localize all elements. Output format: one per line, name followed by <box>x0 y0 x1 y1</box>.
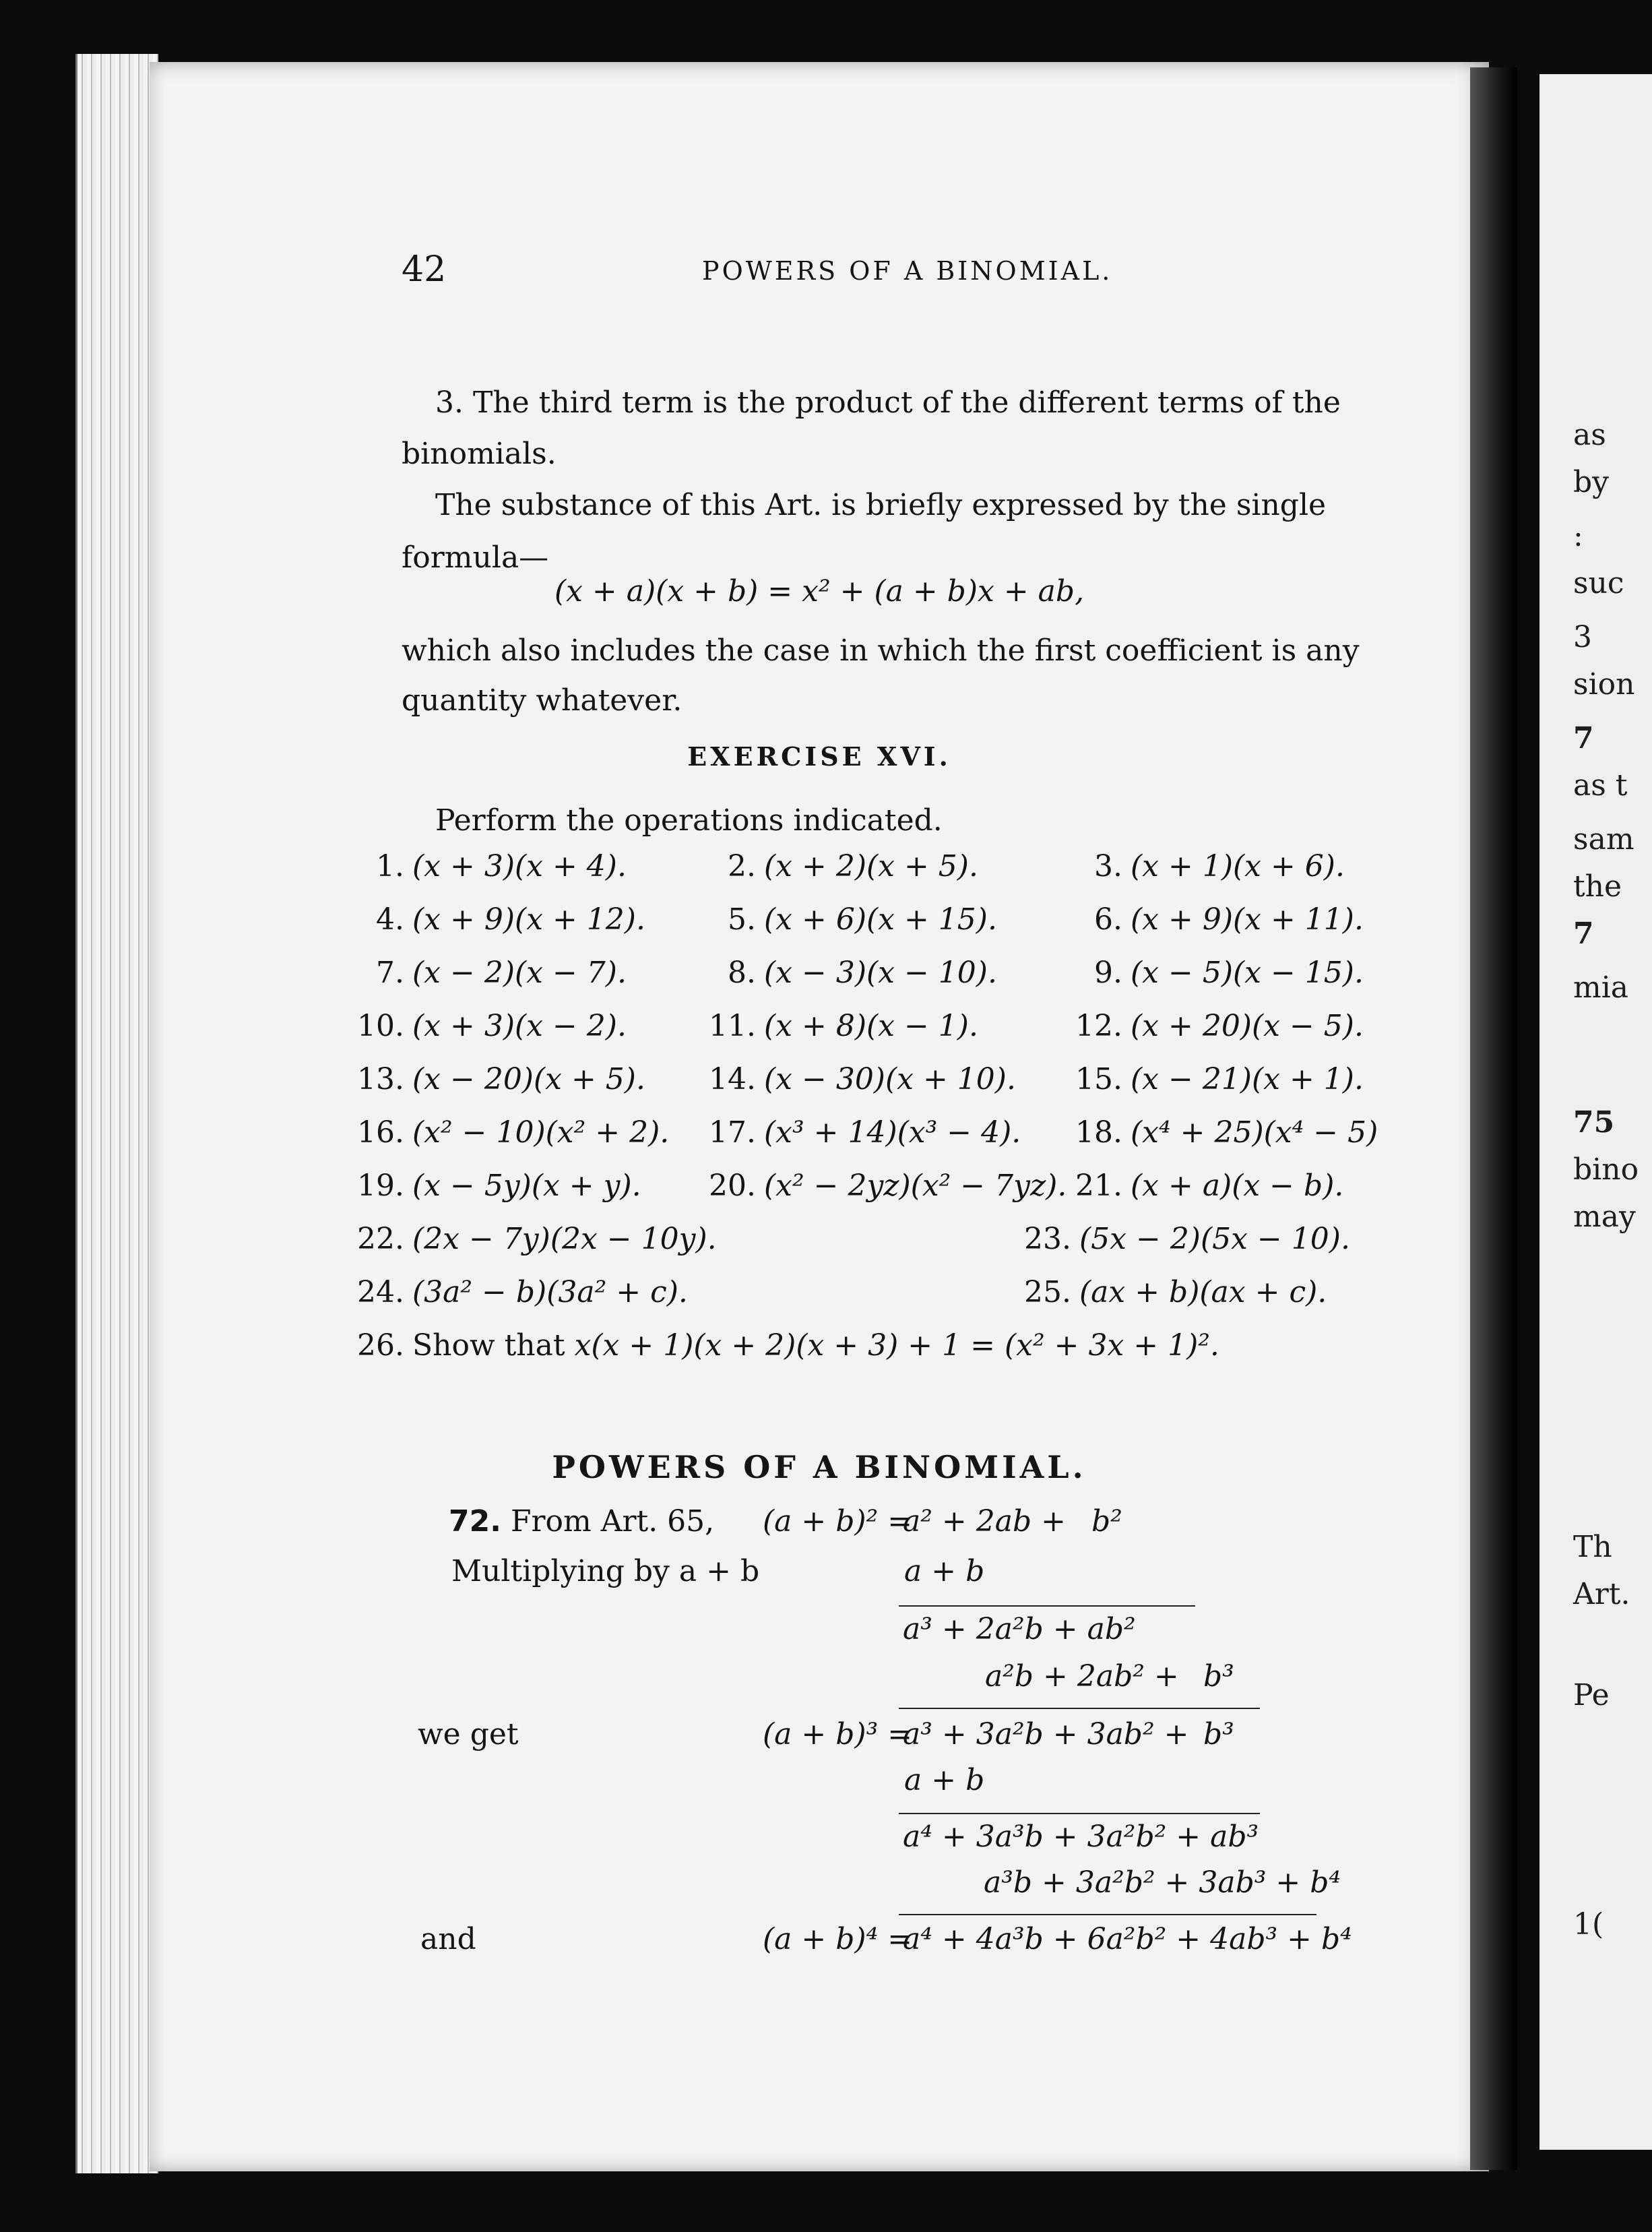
exercise-number: 23. <box>1024 1222 1071 1256</box>
book-gutter <box>1470 67 1517 2170</box>
adjacent-page <box>1539 74 1652 2150</box>
exercise-item <box>1070 1115 1378 1150</box>
exercise-item <box>1019 1222 1350 1256</box>
rule <box>899 1813 1260 1814</box>
exercise-expression: (x + a)(x − b). <box>1131 1169 1344 1203</box>
exercise-item <box>703 1062 1016 1096</box>
eq2-tail: b³ <box>1203 1717 1234 1752</box>
rule <box>899 1605 1195 1607</box>
eq1-tail: b² <box>1091 1504 1122 1539</box>
exercise-expression: (x − 30)(x + 10). <box>764 1062 1016 1096</box>
adjacent-page-fragment: bino <box>1573 1152 1639 1187</box>
exercise-number: 6. <box>1094 902 1122 937</box>
exercise-item <box>1070 956 1364 990</box>
exercise-item <box>1070 902 1364 937</box>
article-number: 72. <box>449 1504 501 1539</box>
exercise-expression: (x + 20)(x − 5). <box>1131 1009 1364 1043</box>
partial-product: a⁴ + 3a³b + 3a²b² + ab³ <box>903 1820 1259 1854</box>
page-number: 42 <box>402 249 447 290</box>
exercise-expression: (2x − 7y)(2x − 10y). <box>412 1222 717 1256</box>
exercise-expression: (x − 5y)(x + y). <box>412 1169 641 1203</box>
exercise-title: EXERCISE XVI. <box>687 741 951 772</box>
exercise-number: 11. <box>709 1009 756 1043</box>
exercise-expression: (x + 2)(x + 5). <box>764 849 978 884</box>
adjacent-page-fragment: sam <box>1573 822 1634 857</box>
eq2-lhs: (a + b)³ = <box>763 1717 913 1752</box>
exercise-number: 25. <box>1024 1275 1071 1309</box>
article-72-intro <box>449 1504 714 1539</box>
exercise-expression: (x + 8)(x − 1). <box>764 1009 978 1043</box>
exercise-lead: Show that <box>412 1328 565 1363</box>
rule <box>899 1708 1260 1709</box>
exercise-expression: (x + 9)(x + 11). <box>1131 902 1364 937</box>
exercise-number: 7. <box>376 956 404 990</box>
exercise-expression: (x − 21)(x + 1). <box>1131 1062 1364 1096</box>
exercise-item <box>352 1222 717 1256</box>
exercise-expression: (x⁴ + 25)(x⁴ − 5) <box>1131 1115 1378 1150</box>
exercise-number: 21. <box>1075 1169 1122 1203</box>
we-get-label: we get <box>418 1717 519 1752</box>
exercise-expression: (x + 3)(x − 2). <box>412 1009 627 1043</box>
exercise-number: 22. <box>357 1222 404 1256</box>
adjacent-page-fragment: may <box>1573 1200 1636 1234</box>
exercise-item <box>352 1115 669 1150</box>
exercise-number: 2. <box>728 849 756 884</box>
exercise-number: 4. <box>376 902 404 937</box>
exercise-item <box>352 1275 688 1309</box>
exercise-item <box>1070 1062 1364 1096</box>
adjacent-page-fragment: 3 <box>1573 620 1592 654</box>
exercise-number: 13. <box>357 1062 404 1096</box>
adjacent-page-fragment: Pe <box>1573 1678 1610 1712</box>
book-page <box>150 62 1489 2171</box>
exercise-expression: (x − 20)(x + 5). <box>412 1062 645 1096</box>
partial-product: a³b + 3a²b² + 3ab³ + b⁴ <box>984 1865 1341 1900</box>
exercise-instruction: Perform the operations indicated. <box>435 803 943 838</box>
exercise-number: 12. <box>1075 1009 1122 1043</box>
adjacent-page-fragment: 7 <box>1573 917 1594 951</box>
eq2-rhs: a³ + 3a²b + 3ab² + <box>903 1717 1189 1752</box>
paragraph-line: formula— <box>402 540 549 575</box>
adjacent-page-fragment: Th <box>1573 1530 1612 1564</box>
exercise-number: 26. <box>357 1328 404 1363</box>
exercise-expression: (x + 1)(x + 6). <box>1131 849 1345 884</box>
exercise-item <box>703 956 997 990</box>
running-head <box>150 249 1489 297</box>
exercise-item <box>352 1169 641 1203</box>
exercise-expression: (x − 5)(x − 15). <box>1131 956 1364 990</box>
exercise-number: 24. <box>357 1275 404 1309</box>
exercise-item <box>703 849 978 884</box>
exercise-item <box>352 956 627 990</box>
adjacent-page-fragment: the <box>1573 869 1622 904</box>
running-title: POWERS OF A BINOMIAL. <box>702 256 1113 286</box>
eq1-lhs: (a + b)² = <box>763 1504 913 1539</box>
exercise-expression: (x + 9)(x + 12). <box>412 902 645 937</box>
and-label: and <box>420 1922 476 1956</box>
exercise-expression: (ax + b)(ax + c). <box>1079 1275 1327 1309</box>
exercise-number: 20. <box>709 1169 756 1203</box>
exercise-item <box>1070 849 1345 884</box>
exercise-expression: (x² − 2yz)(x² − 7yz). <box>764 1169 1067 1203</box>
exercise-item <box>703 902 997 937</box>
exercise-number: 19. <box>357 1169 404 1203</box>
partial-product-tail: b³ <box>1203 1659 1234 1694</box>
exercise-item <box>703 1115 1021 1150</box>
section-title: POWERS OF A BINOMIAL. <box>552 1449 1087 1485</box>
adjacent-page-fragment: : <box>1573 519 1583 553</box>
exercise-expression: x(x + 1)(x + 2)(x + 3) + 1 = (x² + 3x + 1)². <box>574 1328 1219 1363</box>
adjacent-page-fragment: 7 <box>1573 721 1594 755</box>
exercise-item <box>352 1009 627 1043</box>
paragraph-line: which also includes the case in which the first coefficient is any <box>402 633 1360 668</box>
exercise-number: 3. <box>1094 849 1122 884</box>
exercise-number: 10. <box>357 1009 404 1043</box>
exercise-number: 18. <box>1075 1115 1122 1150</box>
exercise-number: 1. <box>376 849 404 884</box>
exercise-number: 14. <box>709 1062 756 1096</box>
exercise-item <box>1070 1169 1343 1203</box>
paragraph-line: 3. The third term is the product of the different terms of the <box>435 385 1341 420</box>
exercise-number: 9. <box>1094 956 1122 990</box>
exercise-expression: (x − 2)(x − 7). <box>412 956 627 990</box>
adjacent-page-fragment: as t <box>1573 768 1628 803</box>
exercise-expression: (3a² − b)(3a² + c). <box>412 1275 688 1309</box>
eq3-lhs: (a + b)⁴ = <box>763 1922 913 1956</box>
exercise-expression: (x − 3)(x − 10). <box>764 956 997 990</box>
exercise-number: 15. <box>1075 1062 1122 1096</box>
paragraph-line: binomials. <box>402 437 557 471</box>
eq3-rhs: a⁴ + 4a³b + 6a²b² + 4ab³ + b⁴ <box>903 1922 1352 1956</box>
adjacent-page-fragment: sion <box>1573 667 1635 702</box>
multiplier: a + b <box>904 1554 985 1588</box>
eq1-rhs: a² + 2ab + <box>903 1504 1066 1539</box>
exercise-expression: (x + 3)(x + 4). <box>412 849 627 884</box>
adjacent-page-fragment: mia <box>1573 970 1629 1005</box>
adjacent-page-fragment: Art. <box>1573 1577 1630 1611</box>
exercise-expression: (x + 6)(x + 15). <box>764 902 997 937</box>
paragraph-line: The substance of this Art. is briefly expressed by the single <box>435 488 1327 522</box>
partial-product: a³ + 2a²b + ab² <box>903 1612 1136 1646</box>
exercise-item <box>352 1328 1219 1363</box>
exercise-item <box>1070 1009 1364 1043</box>
exercise-number: 17. <box>709 1115 756 1150</box>
binomial-product-formula: (x + a)(x + b) = x² + (a + b)x + ab, <box>554 574 1085 609</box>
exercise-expression: (x³ + 14)(x³ − 4). <box>764 1115 1021 1150</box>
book-page-edges <box>75 54 158 2173</box>
partial-product: a²b + 2ab² + <box>985 1659 1179 1694</box>
exercise-item <box>352 902 645 937</box>
exercise-item <box>352 849 627 884</box>
exercise-expression: (5x − 2)(5x − 10). <box>1079 1222 1350 1256</box>
paragraph-line: quantity whatever. <box>402 683 682 718</box>
adjacent-page-fragment: suc <box>1573 566 1624 600</box>
adjacent-page-fragment: 1( <box>1573 1907 1604 1942</box>
exercise-item <box>703 1009 978 1043</box>
adjacent-page-fragment: as <box>1573 418 1606 452</box>
article-lead: From Art. 65, <box>510 1504 715 1539</box>
exercise-number: 8. <box>728 956 756 990</box>
exercise-item <box>1019 1275 1327 1309</box>
multiplier: a + b <box>904 1763 985 1797</box>
exercise-item <box>703 1169 1067 1203</box>
exercise-item <box>352 1062 645 1096</box>
exercise-number: 5. <box>728 902 756 937</box>
rule <box>899 1914 1316 1915</box>
multiplying-label: Multiplying by a + b <box>451 1554 760 1588</box>
exercise-number: 16. <box>357 1115 404 1150</box>
exercise-expression: (x² − 10)(x² + 2). <box>412 1115 670 1150</box>
adjacent-page-fragment: 75 <box>1573 1105 1615 1140</box>
adjacent-page-fragment: by <box>1573 465 1610 499</box>
